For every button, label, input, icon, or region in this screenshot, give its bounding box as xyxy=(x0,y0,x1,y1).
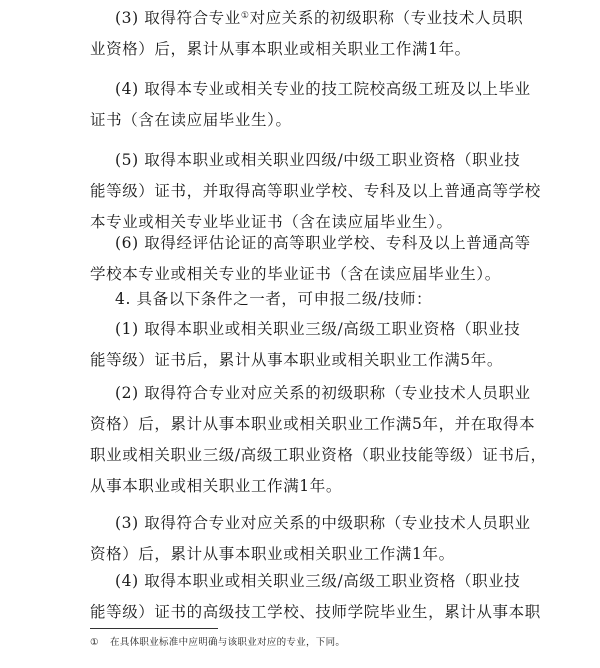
paragraph-line: (1) 取得本职业或相关职业三级/高级工职业资格（职业技 xyxy=(115,320,521,338)
paragraph-line: (5) 取得本职业或相关职业四级/中级工职业资格（职业技 xyxy=(115,151,521,169)
paragraph-line: 业资格）后，累计从事本职业或相关职业工作满1年。 xyxy=(90,40,471,58)
paragraph-line: (3) 取得符合专业 xyxy=(115,9,241,27)
paragraph-1-level-three xyxy=(90,314,545,376)
paragraph-line: 资格）后，累计从事本职业或相关职业工作满5年，并在取得本 xyxy=(90,415,536,433)
paragraph-line: 4. 具备以下条件之一者，可申报二级/技师： xyxy=(115,290,433,308)
footnote-mark: ① xyxy=(90,637,99,648)
paragraph-line: (4) 取得本职业或相关职业三级/高级工职业资格（职业技 xyxy=(115,572,521,590)
paragraph-5-level-four xyxy=(90,145,545,238)
paragraph-4-technical-school xyxy=(90,74,545,136)
paragraph-3-intermediate-title xyxy=(90,508,545,570)
paragraph-line: 从事本职业或相关职业工作满1年。 xyxy=(90,477,342,495)
paragraph-line: 学校本专业或相关专业的毕业证书（含在读应届毕业生）。 xyxy=(90,265,501,283)
paragraph-line: (2) 取得符合专业对应关系的初级职称（专业技术人员职业 xyxy=(115,384,531,402)
paragraph-line: 能等级）证书，并取得高等职业学校、专科及以上普通高等学校 xyxy=(90,182,541,200)
paragraph-3-initial-title xyxy=(90,3,545,65)
paragraph-2-initial-title xyxy=(90,378,545,502)
paragraph-line: 本专业或相关专业毕业证书（含在读应届毕业生）。 xyxy=(90,213,453,231)
paragraph-line: (6) 取得经评估论证的高等职业学校、专科及以上普通高等 xyxy=(115,234,531,252)
paragraph-line: 对应关系的初级职称（专业技术人员职 xyxy=(249,9,524,27)
paragraph-line: 能等级）证书后，累计从事本职业或相关职业工作满5年。 xyxy=(90,351,503,369)
section-4-heading xyxy=(90,284,545,315)
paragraph-4-technician-graduate xyxy=(90,566,545,628)
paragraph-line: 能等级）证书的高级技工学校、技师学院毕业生，累计从事本职 xyxy=(90,603,541,621)
paragraph-line: (3) 取得符合专业对应关系的中级职称（专业技术人员职业 xyxy=(115,514,531,532)
paragraph-line: 证书（含在读应届毕业生）。 xyxy=(90,111,292,129)
paragraph-line: 职业或相关职业三级/高级工职业资格（职业技能等级）证书后， xyxy=(90,446,547,464)
paragraph-line: 资格）后，累计从事本职业或相关职业工作满1年。 xyxy=(90,545,455,563)
footnote xyxy=(90,636,345,650)
paragraph-6-evaluated-college xyxy=(90,228,545,290)
footnote-text: 在具体职业标准中应明确与该职业对应的专业，下同。 xyxy=(110,637,346,648)
footnote-reference-mark: ① xyxy=(240,11,250,21)
footnote-divider xyxy=(90,628,218,629)
paragraph-line: (4) 取得本专业或相关专业的技工院校高级工班及以上毕业 xyxy=(115,80,531,98)
